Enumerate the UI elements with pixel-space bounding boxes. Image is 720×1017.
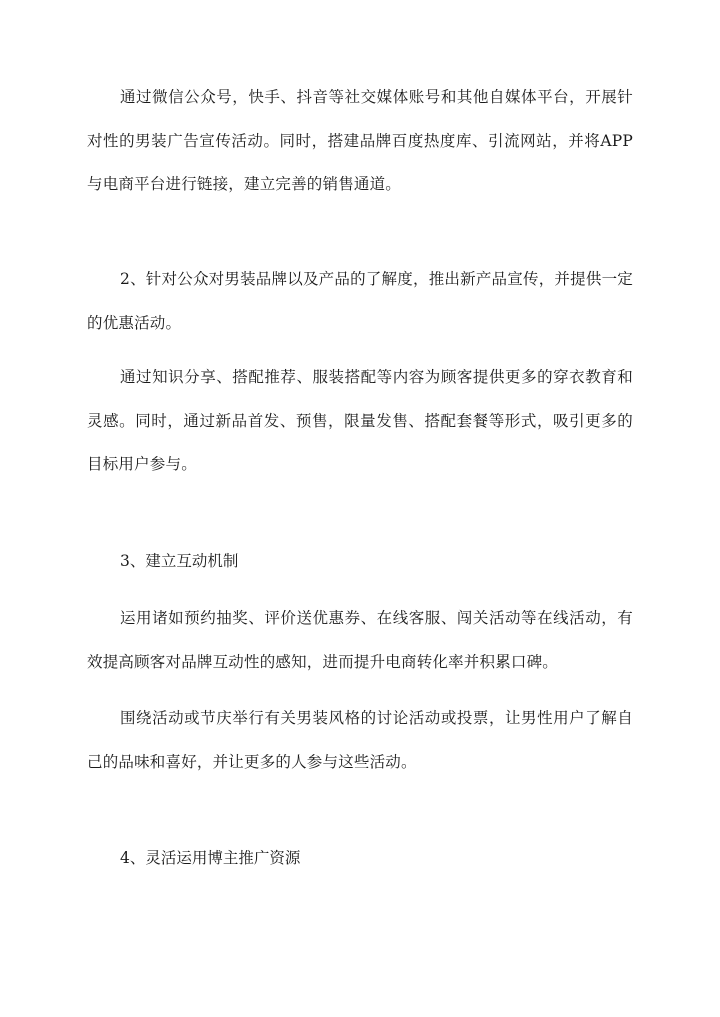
paragraph-discussion-voting: 围绕活动或节庆举行有关男装风格的讨论活动或投票，让男性用户了解自己的品味和喜好，并让更多的人参与这些活动。 xyxy=(87,709,633,771)
section-heading-3-interaction: 3、建立互动机制 xyxy=(120,552,239,570)
paragraph-content-marketing: 通过知识分享、搭配推荐、服装搭配等内容为顾客提供更多的穿衣教育和灵感。同时，通过新品首发、预售，限量发售、搭配套餐等形式，吸引更多的目标用户参与。 xyxy=(87,368,633,473)
paragraph-social-media-promotion: 通过微信公众号，快手、抖音等社交媒体账号和其他自媒体平台，开展针对性的男装广告宣传活动。同时，搭建品牌百度热度库、引流网站，并将APP与电商平台进行链接，建立完善的销售通道。 xyxy=(87,88,633,193)
paragraph-online-activities: 运用诸如预约抽奖、评价送优惠券、在线客服、闯关活动等在线活动，有效提高顾客对品牌互动性的感知，进而提升电商转化率并积累口碑。 xyxy=(87,609,633,671)
section-heading-2-product-promotion: 2、针对公众对男装品牌以及产品的了解度，推出新产品宣传，并提供一定的优惠活动。 xyxy=(87,270,633,332)
section-heading-4-blogger-resources: 4、灵活运用博主推广资源 xyxy=(120,849,301,867)
